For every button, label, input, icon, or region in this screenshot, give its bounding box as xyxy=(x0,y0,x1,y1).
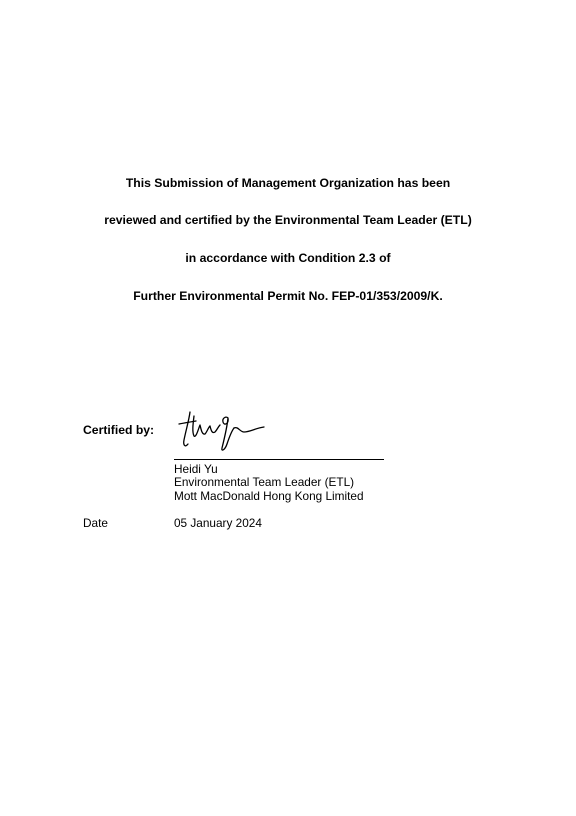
statement-line-4: Further Environmental Permit No. FEP-01/353/2009/K. xyxy=(133,289,443,303)
statement-line-3: in accordance with Condition 2.3 of xyxy=(185,251,391,265)
statement-line-1: This Submission of Management Organization has been xyxy=(125,176,451,190)
signer-company: Mott MacDonald Hong Kong Limited xyxy=(174,489,364,503)
signer-title: Environmental Team Leader (ETL) xyxy=(174,475,355,489)
statement-line-2: reviewed and certified by the Environmental Team Leader (ETL) xyxy=(104,213,472,227)
handwritten-signature xyxy=(176,408,272,454)
certified-by-label: Certified by: xyxy=(83,423,155,437)
signature-line xyxy=(174,459,384,460)
date-label: Date xyxy=(83,516,108,530)
signer-name: Heidi Yu xyxy=(174,462,218,476)
date-value: 05 January 2024 xyxy=(174,516,262,530)
